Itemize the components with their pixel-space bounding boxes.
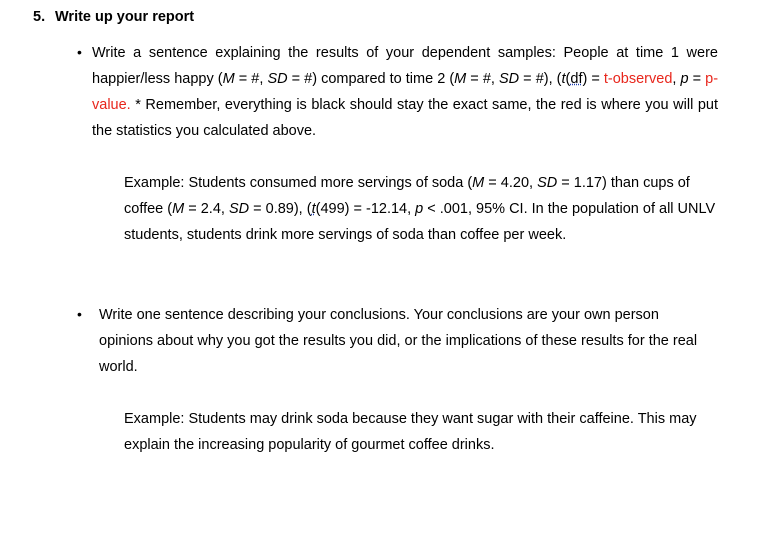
section-number: 5. [33, 9, 46, 25]
example-1-text: Example: Students consumed more servings of soda (M = 4.20, SD = 1.17) than cups of coffee (M = 2.4, SD = 0.89), (t(499) = -12.14, p < .001, 95% CI. In the population of all UNLV students, students drink more servings of soda than coffee per week. [124, 175, 716, 243]
t-observed-placeholder: t-observed [603, 71, 673, 87]
bullet-2-text: Write one sentence describing your conclusions. Your conclusions are your own person opinions about why you got the results you did, or the implications of these results for the real world. [99, 307, 698, 375]
bullet-1-marker: • [77, 44, 82, 60]
section-title: Write up your report [55, 9, 195, 25]
section-heading [33, 9, 194, 25]
p-value-placeholder: p-value. [92, 71, 719, 113]
bullet-1-text: Write a sentence explaining the results of your dependent samples: People at time 1 were happier/less happy (M = #, SD = #) compared to time 2 (M = #, SD = #), (t(df) = t-observed, p = p-value. * Remember, everything is black should stay the exact same, the red is where you will put the statistics you calculated above. [92, 45, 719, 139]
bullet-2-marker: • [77, 306, 82, 322]
example-2-text: Example: Students may drink soda because they want sugar with their caffeine. This may explain the increasing popularity of gourmet coffee drinks. [124, 411, 697, 453]
